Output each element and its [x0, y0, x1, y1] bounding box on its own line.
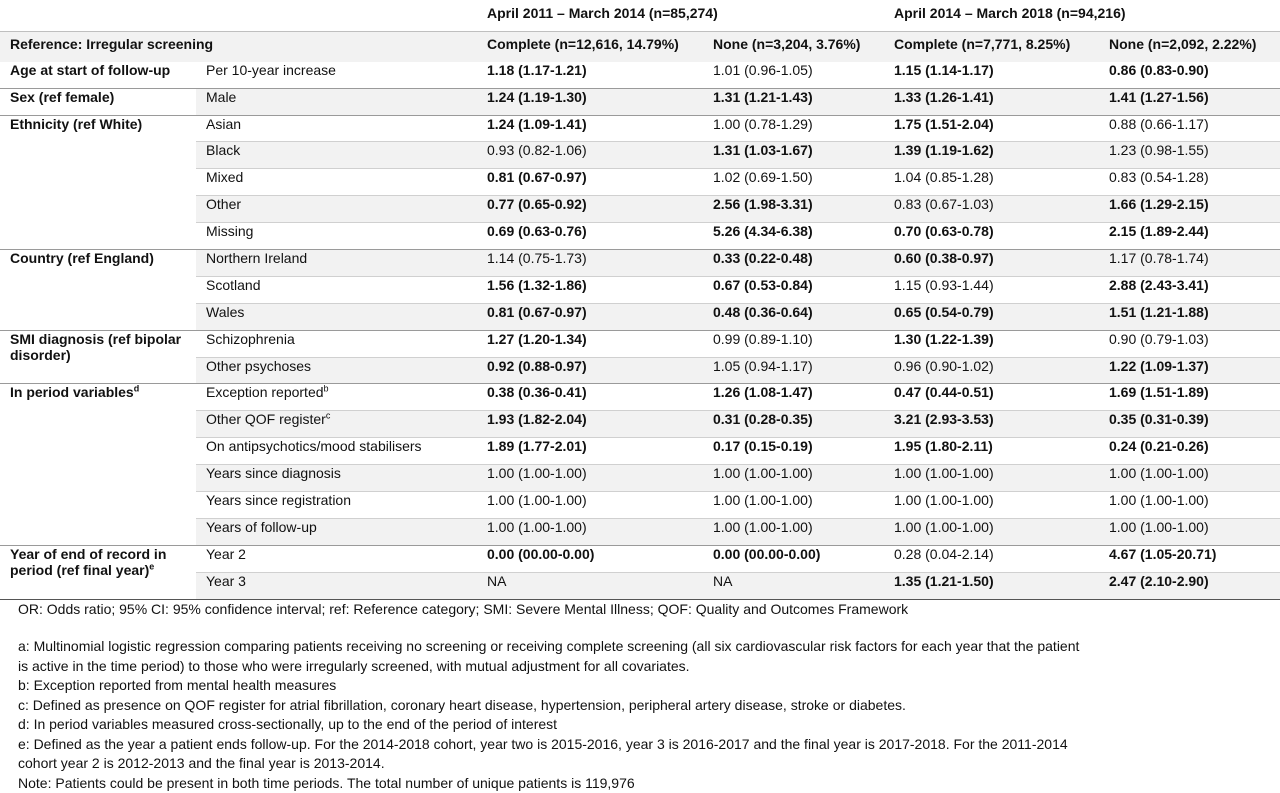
category-label: Year 3	[206, 572, 246, 589]
category-cell	[196, 411, 477, 438]
odds-ratio-cell: 2.56 (1.98-3.31)	[703, 196, 884, 223]
abbreviations-note: OR: Odds ratio; 95% CI: 95% confidence interval; ref: Reference category; SMI: Severe Mental Illness; QOF: Quality and Outcomes Framework	[18, 600, 909, 617]
odds-ratio-cell: 1.22 (1.09-1.37)	[1099, 357, 1280, 384]
odds-ratio-cell: 1.24 (1.19-1.30)	[477, 88, 703, 115]
odds-ratio-cell: 0.17 (0.15-0.19)	[703, 438, 884, 465]
odds-ratio-cell: 1.33 (1.26-1.41)	[884, 88, 1099, 115]
variable-label-cell	[0, 88, 196, 115]
odds-ratio-cell: 0.69 (0.63-0.76)	[477, 223, 703, 250]
category-cell	[196, 223, 477, 250]
odds-ratio-cell: 0.81 (0.67-0.97)	[477, 303, 703, 330]
odds-ratio-cell: 4.67 (1.05-20.71)	[1099, 545, 1280, 572]
odds-ratio-cell: 0.86 (0.83-0.90)	[1099, 62, 1280, 88]
footnote-marker: c	[325, 410, 331, 421]
odds-ratio-cell: 0.00 (00.00-0.00)	[477, 545, 703, 572]
odds-ratio-cell: 1.56 (1.32-1.86)	[477, 276, 703, 303]
table-footnotes	[0, 600, 1280, 793]
category-label: Other psychoses	[206, 357, 312, 374]
category-cell	[196, 88, 477, 115]
variable-label: Sex (ref female)	[10, 88, 115, 105]
variable-label-cell	[0, 115, 196, 249]
category-label: Other	[206, 196, 242, 213]
odds-ratio-cell: 1.95 (1.80-2.11)	[884, 438, 1099, 465]
odds-ratio-cell: 1.00 (1.00-1.00)	[703, 492, 884, 519]
column-header: Complete (n=12,616, 14.79%)	[477, 31, 703, 61]
category-cell	[196, 438, 477, 465]
odds-ratio-cell: 0.92 (0.88-0.97)	[477, 357, 703, 384]
odds-ratio-cell: 1.02 (0.69-1.50)	[703, 169, 884, 196]
odds-ratio-cell: 1.89 (1.77-2.01)	[477, 438, 703, 465]
odds-ratio-cell: 1.18 (1.17-1.21)	[477, 62, 703, 88]
period-header-2014-2018: April 2014 – March 2018 (n=94,216)	[884, 0, 1280, 31]
category-label: Years of follow-up	[206, 518, 317, 535]
category-cell	[196, 196, 477, 223]
category-cell	[196, 276, 477, 303]
odds-ratio-cell: 1.31 (1.03-1.67)	[703, 142, 884, 169]
patients-note: Note: Patients could be present in both time periods. The total number of unique patients is 119,976	[18, 774, 635, 791]
category-label: Exception reported	[206, 384, 324, 401]
odds-ratio-cell: 0.99 (0.89-1.10)	[703, 330, 884, 357]
reference-label: Reference: Irregular screening	[0, 31, 477, 61]
period-header-row	[0, 0, 1280, 31]
category-label: On antipsychotics/mood stabilisers	[206, 438, 422, 455]
category-label: Northern Ireland	[206, 250, 308, 267]
odds-ratio-cell: 0.70 (0.63-0.78)	[884, 223, 1099, 250]
odds-ratio-cell: 1.00 (1.00-1.00)	[884, 518, 1099, 545]
odds-ratio-cell: 0.33 (0.22-0.48)	[703, 250, 884, 277]
odds-ratio-cell: NA	[703, 572, 884, 599]
odds-ratio-cell: 1.00 (1.00-1.00)	[884, 492, 1099, 519]
odds-ratio-cell: 0.47 (0.44-0.51)	[884, 384, 1099, 411]
category-cell	[196, 330, 477, 357]
footnote-e: e: Defined as the year a patient ends follow-up. For the 2014-2018 cohort, year two is 2015-2016, year 3 is 2016-2017 and the final year is 2017-2018. For the 2011-2014	[18, 735, 1068, 752]
table-row	[0, 384, 1280, 411]
odds-ratio-cell: 1.00 (1.00-1.00)	[884, 465, 1099, 492]
variable-label-cell	[0, 545, 196, 599]
odds-ratio-cell: 0.24 (0.21-0.26)	[1099, 438, 1280, 465]
category-cell	[196, 518, 477, 545]
category-label: Year 2	[206, 545, 246, 562]
odds-ratio-cell: 1.66 (1.29-2.15)	[1099, 196, 1280, 223]
odds-ratio-cell: 1.01 (0.96-1.05)	[703, 62, 884, 88]
variable-label-cell	[0, 384, 196, 545]
odds-ratio-cell: 1.26 (1.08-1.47)	[703, 384, 884, 411]
odds-ratio-cell: 1.23 (0.98-1.55)	[1099, 142, 1280, 169]
odds-ratio-cell: 1.17 (0.78-1.74)	[1099, 250, 1280, 277]
category-label: Black	[206, 142, 241, 159]
odds-ratio-cell: 1.15 (1.14-1.17)	[884, 62, 1099, 88]
odds-ratio-cell: 0.96 (0.90-1.02)	[884, 357, 1099, 384]
variable-label: SMI diagnosis (ref bipolar disorder)	[10, 330, 182, 363]
odds-ratio-cell: NA	[477, 572, 703, 599]
odds-ratio-cell: 1.00 (1.00-1.00)	[477, 518, 703, 545]
period-header-2011-2014: April 2011 – March 2014 (n=85,274)	[477, 0, 884, 31]
odds-ratio-cell: 1.00 (1.00-1.00)	[703, 518, 884, 545]
category-cell	[196, 250, 477, 277]
variable-label-cell	[0, 62, 196, 88]
variable-label-cell	[0, 250, 196, 331]
odds-ratio-cell: 0.83 (0.67-1.03)	[884, 196, 1099, 223]
table-row	[0, 330, 1280, 357]
variable-label: Ethnicity (ref White)	[10, 115, 143, 132]
footnote-marker: d	[133, 383, 140, 394]
odds-ratio-cell: 1.00 (0.78-1.29)	[703, 115, 884, 142]
odds-ratio-cell: 0.28 (0.04-2.14)	[884, 545, 1099, 572]
table-row	[0, 545, 1280, 572]
category-cell	[196, 169, 477, 196]
category-cell	[196, 115, 477, 142]
footnote-a: a: Multinomial logistic regression comparing patients receiving no screening or receiving complete screening (all six cardiovascular risk factors for each year that the patient	[18, 638, 1080, 655]
odds-ratio-cell: 1.00 (1.00-1.00)	[1099, 492, 1280, 519]
category-label: Years since diagnosis	[206, 465, 341, 482]
variable-label: In period variables	[10, 384, 134, 401]
category-label: Asian	[206, 115, 242, 132]
variable-label-cell	[0, 330, 196, 384]
odds-ratio-cell: 1.05 (0.94-1.17)	[703, 357, 884, 384]
odds-ratio-cell: 1.39 (1.19-1.62)	[884, 142, 1099, 169]
odds-ratio-cell: 1.00 (1.00-1.00)	[703, 465, 884, 492]
category-cell	[196, 303, 477, 330]
odds-ratio-cell: 1.41 (1.27-1.56)	[1099, 88, 1280, 115]
category-label: Missing	[206, 223, 254, 240]
category-cell	[196, 384, 477, 411]
table-body	[0, 62, 1280, 599]
category-label: Schizophrenia	[206, 330, 295, 347]
table-row	[0, 62, 1280, 88]
table-row	[0, 115, 1280, 142]
odds-ratio-cell: 2.15 (1.89-2.44)	[1099, 223, 1280, 250]
footnote-e-continued: cohort year 2 is 2012-2013 and the final year is 2013-2014.	[18, 755, 385, 772]
odds-ratio-cell: 3.21 (2.93-3.53)	[884, 411, 1099, 438]
category-cell	[196, 357, 477, 384]
odds-ratio-cell: 0.83 (0.54-1.28)	[1099, 169, 1280, 196]
odds-ratio-cell: 1.00 (1.00-1.00)	[477, 492, 703, 519]
odds-ratio-cell: 1.69 (1.51-1.89)	[1099, 384, 1280, 411]
odds-ratio-cell: 0.93 (0.82-1.06)	[477, 142, 703, 169]
odds-ratio-cell: 2.88 (2.43-3.41)	[1099, 276, 1280, 303]
odds-ratio-cell: 1.27 (1.20-1.34)	[477, 330, 703, 357]
odds-ratio-cell: 2.47 (2.10-2.90)	[1099, 572, 1280, 599]
odds-ratio-cell: 0.67 (0.53-0.84)	[703, 276, 884, 303]
category-label: Years since registration	[206, 492, 352, 509]
column-header: Complete (n=7,771, 8.25%)	[884, 31, 1099, 61]
category-cell	[196, 465, 477, 492]
odds-ratio-cell: 1.93 (1.82-2.04)	[477, 411, 703, 438]
odds-ratio-cell: 1.35 (1.21-1.50)	[884, 572, 1099, 599]
odds-ratio-cell: 1.30 (1.22-1.39)	[884, 330, 1099, 357]
odds-ratio-cell: 0.90 (0.79-1.03)	[1099, 330, 1280, 357]
odds-ratio-cell: 0.88 (0.66-1.17)	[1099, 115, 1280, 142]
category-label: Wales	[206, 303, 245, 320]
variable-label: Year of end of record in period (ref final year)	[10, 545, 167, 578]
odds-ratio-cell: 0.35 (0.31-0.39)	[1099, 411, 1280, 438]
odds-ratio-cell: 1.15 (0.93-1.44)	[884, 276, 1099, 303]
odds-ratio-cell: 0.38 (0.36-0.41)	[477, 384, 703, 411]
footnote-b: b: Exception reported from mental health measures	[18, 677, 337, 694]
footnote-marker: b	[323, 383, 329, 394]
odds-ratio-cell: 1.00 (1.00-1.00)	[1099, 518, 1280, 545]
odds-ratio-cell: 0.77 (0.65-0.92)	[477, 196, 703, 223]
footnote-marker: e	[149, 561, 155, 572]
variable-label: Country (ref England)	[10, 250, 154, 267]
odds-ratio-cell: 1.00 (1.00-1.00)	[477, 465, 703, 492]
column-header: None (n=3,204, 3.76%)	[703, 31, 884, 61]
footnote-c: c: Defined as presence on QOF register for atrial fibrillation, coronary heart disease, hypertension, peripheral artery disease, stroke or diabetes.	[18, 696, 906, 713]
category-label: Male	[206, 88, 237, 105]
footnote-a-continued: is active in the time period) to those who were irregularly screened, with mutual adjustment for all covariates.	[18, 657, 690, 674]
odds-ratio-cell: 5.26 (4.34-6.38)	[703, 223, 884, 250]
odds-ratio-cell: 1.14 (0.75-1.73)	[477, 250, 703, 277]
odds-ratio-cell: 1.75 (1.51-2.04)	[884, 115, 1099, 142]
odds-ratio-cell: 1.04 (0.85-1.28)	[884, 169, 1099, 196]
category-label: Scotland	[206, 276, 261, 293]
odds-ratio-cell: 0.48 (0.36-0.64)	[703, 303, 884, 330]
odds-ratio-cell: 1.31 (1.21-1.43)	[703, 88, 884, 115]
category-label: Per 10-year increase	[206, 61, 336, 78]
odds-ratio-cell: 1.24 (1.09-1.41)	[477, 115, 703, 142]
odds-ratio-cell: 0.60 (0.38-0.97)	[884, 250, 1099, 277]
column-header: None (n=2,092, 2.22%)	[1099, 31, 1280, 61]
odds-ratio-cell: 0.65 (0.54-0.79)	[884, 303, 1099, 330]
odds-ratio-cell: 0.81 (0.67-0.97)	[477, 169, 703, 196]
category-label: Mixed	[206, 169, 244, 186]
table-row	[0, 250, 1280, 277]
odds-ratio-cell: 1.51 (1.21-1.88)	[1099, 303, 1280, 330]
category-label: Other QOF register	[206, 411, 326, 428]
category-cell	[196, 545, 477, 572]
category-cell	[196, 142, 477, 169]
footnote-d: d: In period variables measured cross-sectionally, up to the end of the period of interest	[18, 716, 558, 733]
category-cell	[196, 62, 477, 88]
table-row	[0, 88, 1280, 115]
odds-ratio-cell: 0.00 (00.00-0.00)	[703, 545, 884, 572]
variable-label: Age at start of follow-up	[10, 61, 171, 78]
odds-ratio-cell: 1.00 (1.00-1.00)	[1099, 465, 1280, 492]
category-cell	[196, 572, 477, 599]
reference-header-row	[0, 31, 1280, 61]
odds-ratio-cell: 0.31 (0.28-0.35)	[703, 411, 884, 438]
category-cell	[196, 492, 477, 519]
